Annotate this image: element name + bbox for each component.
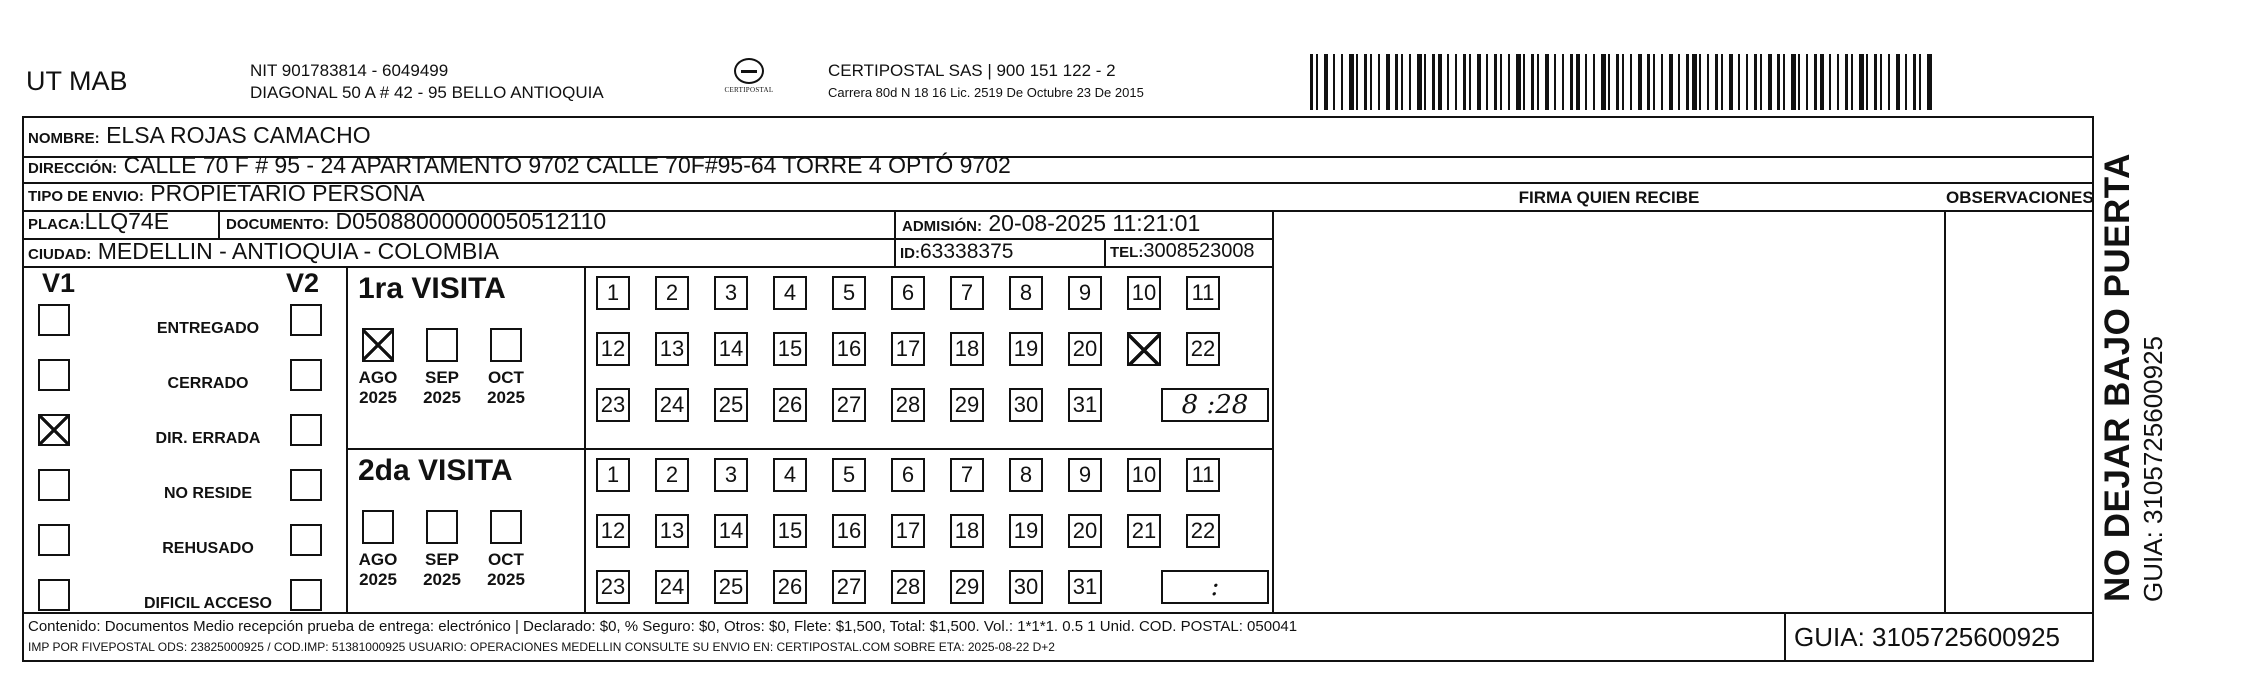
day-box[interactable]: 31 bbox=[1068, 388, 1102, 422]
barcode-bar bbox=[1829, 54, 1831, 110]
barcode-bar bbox=[1729, 54, 1733, 110]
month-year: 2025 bbox=[359, 388, 397, 407]
certipostal-logo bbox=[710, 58, 788, 104]
day-box[interactable]: 19 bbox=[1009, 332, 1043, 366]
placa-value: LLQ74E bbox=[84, 208, 170, 234]
v1-checkbox[interactable] bbox=[38, 469, 70, 501]
barcode-bar bbox=[1814, 54, 1817, 110]
barcode-bar bbox=[1845, 54, 1848, 110]
day-box[interactable]: 13 bbox=[655, 332, 689, 366]
firma-header: FIRMA QUIEN RECIBE bbox=[1518, 188, 1700, 207]
day-box[interactable]: 26 bbox=[773, 570, 807, 604]
barcode-bar bbox=[1438, 54, 1442, 110]
barcode-bar bbox=[1630, 54, 1632, 110]
barcode-bar bbox=[1378, 54, 1380, 110]
day-box[interactable]: 5 bbox=[832, 276, 866, 310]
day-box[interactable]: 4 bbox=[773, 458, 807, 492]
barcode-bar bbox=[1463, 54, 1466, 110]
day-box[interactable]: 25 bbox=[714, 388, 748, 422]
month-checkbox[interactable] bbox=[426, 328, 458, 362]
day-box[interactable]: 9 bbox=[1068, 458, 1102, 492]
day-box[interactable]: 16 bbox=[832, 332, 866, 366]
barcode-bar bbox=[1837, 54, 1839, 110]
barcode-bar bbox=[1386, 54, 1390, 110]
ciudad-field bbox=[28, 238, 499, 265]
barcode-bar bbox=[1333, 54, 1335, 110]
barcode-bar bbox=[1316, 54, 1318, 110]
day-box[interactable]: 5 bbox=[832, 458, 866, 492]
barcode-bar bbox=[1364, 54, 1367, 110]
month-checkbox[interactable] bbox=[490, 328, 522, 362]
day-box[interactable]: 18 bbox=[950, 332, 984, 366]
observaciones-header: OBSERVACIONES bbox=[1946, 188, 2094, 207]
month-checkbox[interactable] bbox=[490, 510, 522, 544]
status-label: NO RESIDE bbox=[163, 485, 252, 502]
v2-checkbox[interactable] bbox=[290, 359, 322, 391]
day-box[interactable]: 8 bbox=[1009, 458, 1043, 492]
barcode-bar bbox=[1647, 54, 1650, 110]
courier-address: Carrera 80d N 18 16 Lic. 2519 De Octubre 23 De 2015 bbox=[828, 85, 1144, 100]
direccion-value: CALLE 70 F # 95 - 24 APARTAMENTO 9702 CALLE 70F#95-64 TORRE 4 OPTÓ 9702 bbox=[123, 152, 1011, 178]
v2-header: V2 bbox=[286, 268, 320, 298]
barcode-bar bbox=[1608, 54, 1610, 110]
day-box[interactable]: 30 bbox=[1009, 570, 1043, 604]
status-label: DIFICIL ACCESO bbox=[143, 595, 272, 612]
side-warning bbox=[2098, 152, 2188, 602]
company-address: DIAGONAL 50 A # 42 - 95 BELLO ANTIOQUIA bbox=[250, 83, 604, 102]
day-box[interactable]: 14 bbox=[714, 332, 748, 366]
day-box[interactable]: 15 bbox=[773, 514, 807, 548]
barcode-bar bbox=[1554, 54, 1556, 110]
company-nit-block bbox=[250, 60, 604, 104]
day-box[interactable] bbox=[1127, 332, 1161, 366]
month-name: SEP bbox=[424, 550, 460, 569]
day-box[interactable]: 30 bbox=[1009, 388, 1043, 422]
footer-print-info: IMP POR FIVEPOSTAL ODS: 23825000925 / COD.IMP: 51381000925 USUARIO: OPERACIONES MEDELLIN CONSULTE SU ENVIO EN: CERTIPOSTAL.COM SOBRE ETA: 2025-08-22 D+2 bbox=[28, 640, 1055, 654]
barcode-bar bbox=[1653, 54, 1655, 110]
barcode-bar bbox=[1486, 54, 1488, 110]
month-year: 2025 bbox=[423, 570, 461, 589]
day-box[interactable]: 26 bbox=[773, 388, 807, 422]
day-box[interactable]: 28 bbox=[891, 570, 925, 604]
day-box[interactable]: 23 bbox=[596, 388, 630, 422]
month-name: AGO bbox=[358, 368, 398, 387]
day-box[interactable]: 9 bbox=[1068, 276, 1102, 310]
documento-value: D05088000000050512110 bbox=[335, 208, 607, 234]
barcode-bar bbox=[1783, 54, 1785, 110]
barcode-bar bbox=[1692, 54, 1697, 110]
month-label bbox=[480, 368, 532, 408]
day-box[interactable]: 24 bbox=[655, 570, 689, 604]
visit-title: 2da VISITA bbox=[358, 454, 513, 487]
month-name: OCT bbox=[488, 550, 524, 569]
day-box[interactable]: 22 bbox=[1186, 514, 1220, 548]
company-name: UT MAB bbox=[26, 66, 128, 96]
logo-text: CERTIPOSTAL bbox=[724, 86, 774, 94]
month-label bbox=[352, 368, 404, 408]
day-box[interactable]: 16 bbox=[832, 514, 866, 548]
day-box[interactable]: 2 bbox=[655, 458, 689, 492]
barcode-bar bbox=[1545, 54, 1549, 110]
day-box[interactable]: 7 bbox=[950, 458, 984, 492]
barcode-bar bbox=[1432, 54, 1435, 110]
day-box[interactable]: 22 bbox=[1186, 332, 1220, 366]
barcode-bar bbox=[1896, 54, 1900, 110]
day-box[interactable]: 2 bbox=[655, 276, 689, 310]
day-box[interactable]: 10 bbox=[1127, 276, 1161, 310]
barcode-bar bbox=[1455, 54, 1457, 110]
barcode-bar bbox=[1516, 54, 1521, 110]
day-box[interactable]: 17 bbox=[891, 332, 925, 366]
barcode-bar bbox=[1562, 54, 1564, 110]
barcode-bar bbox=[1523, 54, 1525, 110]
courier-nit: CERTIPOSTAL SAS | 900 151 122 - 2 bbox=[828, 61, 1116, 80]
barcode-bar bbox=[1537, 54, 1539, 110]
barcode-bar bbox=[1874, 54, 1877, 110]
v1-checkbox[interactable] bbox=[38, 304, 70, 336]
ciudad-value: MEDELLIN - ANTIOQUIA - COLOMBIA bbox=[97, 238, 500, 264]
barcode-bar bbox=[1424, 54, 1426, 110]
barcode-bar bbox=[1888, 54, 1890, 110]
month-label bbox=[480, 550, 532, 590]
placa-field bbox=[28, 208, 169, 235]
barcode-bar bbox=[1576, 54, 1580, 110]
month-name: OCT bbox=[488, 368, 524, 387]
day-box[interactable]: 19 bbox=[1009, 514, 1043, 548]
barcode-bar bbox=[1798, 54, 1800, 110]
barcode-bar bbox=[1494, 54, 1497, 110]
footer-content: Contenido: Documentos Medio recepción prueba de entrega: electrónico | Declarado: $0, % Seguro: $0, Otros: $0, Flete: $1,500, Total: $1,500. Vol.: 1*1*1. 0.5 1 Unid. COD. POSTAL: 050041 bbox=[28, 618, 1298, 635]
barcode-bar bbox=[1508, 54, 1510, 110]
month-name: SEP bbox=[424, 368, 460, 387]
day-box[interactable]: 17 bbox=[891, 514, 925, 548]
barcode-bar bbox=[1880, 54, 1882, 110]
barcode-bar bbox=[1447, 54, 1449, 110]
time-box[interactable]: 8 :28 bbox=[1161, 388, 1269, 422]
barcode-bar bbox=[1678, 54, 1680, 110]
placa-label: PLACA: bbox=[28, 216, 85, 233]
month-checkbox[interactable] bbox=[362, 510, 394, 544]
barcode-bar bbox=[1760, 54, 1762, 110]
tipo-envio-row bbox=[28, 180, 425, 207]
barcode-bar bbox=[1699, 54, 1701, 110]
status-label: ENTREGADO bbox=[156, 320, 260, 337]
day-box[interactable]: 6 bbox=[891, 276, 925, 310]
barcode-bar bbox=[1927, 54, 1932, 110]
v2-checkbox[interactable] bbox=[290, 469, 322, 501]
status-label: CERRADO bbox=[167, 375, 249, 392]
barcode-bar bbox=[1616, 54, 1619, 110]
nombre-row bbox=[28, 122, 371, 149]
barcode-bar bbox=[1395, 54, 1398, 110]
day-box[interactable]: 8 bbox=[1009, 276, 1043, 310]
barcode-bar bbox=[1707, 54, 1709, 110]
tel-label: TEL: bbox=[1110, 244, 1144, 261]
v2-checkbox[interactable] bbox=[290, 414, 322, 446]
month-year: 2025 bbox=[487, 570, 525, 589]
day-box[interactable]: 20 bbox=[1068, 514, 1102, 548]
direccion-row bbox=[28, 152, 1011, 179]
day-box[interactable]: 12 bbox=[596, 332, 630, 366]
documento-label: DOCUMENTO: bbox=[226, 216, 330, 233]
month-label bbox=[352, 550, 404, 590]
month-year: 2025 bbox=[423, 388, 461, 407]
visit-title: 1ra VISITA bbox=[358, 272, 506, 305]
day-box[interactable]: 15 bbox=[773, 332, 807, 366]
day-box[interactable]: 11 bbox=[1186, 276, 1220, 310]
barcode-bar bbox=[1401, 54, 1403, 110]
day-box[interactable]: 21 bbox=[1127, 514, 1161, 548]
v2-checkbox[interactable] bbox=[290, 579, 322, 611]
time-box[interactable]: : bbox=[1161, 570, 1269, 604]
day-box[interactable]: 4 bbox=[773, 276, 807, 310]
month-checkbox[interactable] bbox=[362, 328, 394, 362]
tipo-envio-value: PROPIETARIO PERSONA bbox=[150, 180, 425, 206]
barcode-bar bbox=[1622, 54, 1624, 110]
admision-label: ADMISIÓN: bbox=[902, 218, 982, 235]
month-name: AGO bbox=[358, 550, 398, 569]
id-field bbox=[900, 240, 1013, 264]
barcode-bar bbox=[1721, 54, 1723, 110]
day-box[interactable]: 1 bbox=[596, 458, 630, 492]
barcode-bar bbox=[1768, 54, 1772, 110]
direccion-label: DIRECCIÓN: bbox=[28, 160, 118, 177]
barcode-bar bbox=[1669, 54, 1673, 110]
barcode-bar bbox=[1754, 54, 1757, 110]
barcode bbox=[1310, 54, 1940, 110]
delivery-form bbox=[22, 116, 2094, 662]
day-box[interactable]: 20 bbox=[1068, 332, 1102, 366]
barcode-bar bbox=[1820, 54, 1824, 110]
barcode-bar bbox=[1601, 54, 1606, 110]
barcode-bar bbox=[1500, 54, 1502, 110]
side-guia: GUIA: 3105725600925 bbox=[2138, 336, 2168, 602]
day-box[interactable]: 23 bbox=[596, 570, 630, 604]
barcode-bar bbox=[1417, 54, 1422, 110]
logo-icon bbox=[734, 58, 764, 84]
v2-checkbox[interactable] bbox=[290, 304, 322, 336]
day-box[interactable]: 1 bbox=[596, 276, 630, 310]
barcode-bar bbox=[1738, 54, 1740, 110]
month-checkbox[interactable] bbox=[426, 510, 458, 544]
barcode-bar bbox=[1409, 54, 1411, 110]
day-box[interactable]: 24 bbox=[655, 388, 689, 422]
day-box[interactable]: 28 bbox=[891, 388, 925, 422]
barcode-bar bbox=[1593, 54, 1595, 110]
barcode-bar bbox=[1746, 54, 1748, 110]
barcode-bar bbox=[1851, 54, 1853, 110]
documento-field bbox=[226, 208, 606, 235]
guia-number: GUIA: 3105725600925 bbox=[1794, 622, 2060, 652]
status-label: REHUSADO bbox=[162, 540, 254, 557]
barcode-bar bbox=[1310, 54, 1313, 110]
v1-checkbox[interactable] bbox=[38, 524, 70, 556]
day-box[interactable]: 29 bbox=[950, 570, 984, 604]
v1-checkbox[interactable] bbox=[38, 579, 70, 611]
barcode-bar bbox=[1356, 54, 1358, 110]
day-box[interactable]: 10 bbox=[1127, 458, 1161, 492]
status-label: DIR. ERRADA bbox=[155, 430, 261, 447]
id-value: 63338375 bbox=[920, 240, 1014, 263]
barcode-bar bbox=[1866, 54, 1868, 110]
ciudad-label: CIUDAD: bbox=[28, 246, 92, 263]
barcode-bar bbox=[1913, 54, 1916, 110]
month-label bbox=[416, 368, 468, 408]
day-box[interactable]: 6 bbox=[891, 458, 925, 492]
barcode-bar bbox=[1638, 54, 1642, 110]
no-dejar-bajo-puerta: NO DEJAR BAJO PUERTA bbox=[2098, 153, 2137, 602]
barcode-bar bbox=[1477, 54, 1481, 110]
barcode-bar bbox=[1531, 54, 1534, 110]
v1-header: V1 bbox=[42, 268, 76, 298]
barcode-bar bbox=[1905, 54, 1907, 110]
v1-checkbox[interactable] bbox=[38, 359, 70, 391]
month-label bbox=[416, 550, 468, 590]
tel-field bbox=[1110, 240, 1255, 263]
day-box[interactable]: 11 bbox=[1186, 458, 1220, 492]
barcode-bar bbox=[1806, 54, 1808, 110]
tipo-envio-label: TIPO DE ENVIO: bbox=[28, 188, 144, 205]
day-box[interactable]: 27 bbox=[832, 388, 866, 422]
month-year: 2025 bbox=[487, 388, 525, 407]
day-box[interactable]: 14 bbox=[714, 514, 748, 548]
day-box[interactable]: 27 bbox=[832, 570, 866, 604]
admision-value: 20-08-2025 11:21:01 bbox=[988, 210, 1201, 236]
barcode-bar bbox=[1341, 54, 1343, 110]
admision-field bbox=[902, 210, 1200, 237]
day-box[interactable]: 29 bbox=[950, 388, 984, 422]
barcode-bar bbox=[1370, 54, 1372, 110]
courier-info bbox=[828, 60, 1144, 104]
v2-checkbox[interactable] bbox=[290, 524, 322, 556]
day-box[interactable]: 25 bbox=[714, 570, 748, 604]
day-box[interactable]: 7 bbox=[950, 276, 984, 310]
barcode-bar bbox=[1661, 54, 1663, 110]
day-box[interactable]: 3 bbox=[714, 458, 748, 492]
day-box[interactable]: 12 bbox=[596, 514, 630, 548]
barcode-bar bbox=[1919, 54, 1921, 110]
id-label: ID: bbox=[900, 245, 920, 262]
barcode-bar bbox=[1686, 54, 1689, 110]
tel-value: 3008523008 bbox=[1143, 240, 1255, 262]
day-box[interactable]: 18 bbox=[950, 514, 984, 548]
barcode-bar bbox=[1469, 54, 1471, 110]
barcode-bar bbox=[1791, 54, 1796, 110]
barcode-bar bbox=[1777, 54, 1780, 110]
barcode-bar bbox=[1715, 54, 1718, 110]
month-year: 2025 bbox=[359, 570, 397, 589]
barcode-bar bbox=[1859, 54, 1864, 110]
nombre-label: NOMBRE: bbox=[28, 130, 100, 147]
day-box[interactable]: 13 bbox=[655, 514, 689, 548]
day-box[interactable]: 3 bbox=[714, 276, 748, 310]
nombre-value: ELSA ROJAS CAMACHO bbox=[106, 122, 371, 148]
v1-checkbox[interactable] bbox=[38, 414, 70, 446]
day-box[interactable]: 31 bbox=[1068, 570, 1102, 604]
barcode-bar bbox=[1585, 54, 1587, 110]
barcode-bar bbox=[1349, 54, 1354, 110]
barcode-bar bbox=[1324, 54, 1328, 110]
barcode-bar bbox=[1570, 54, 1573, 110]
nit-line: NIT 901783814 - 6049499 bbox=[250, 61, 449, 80]
